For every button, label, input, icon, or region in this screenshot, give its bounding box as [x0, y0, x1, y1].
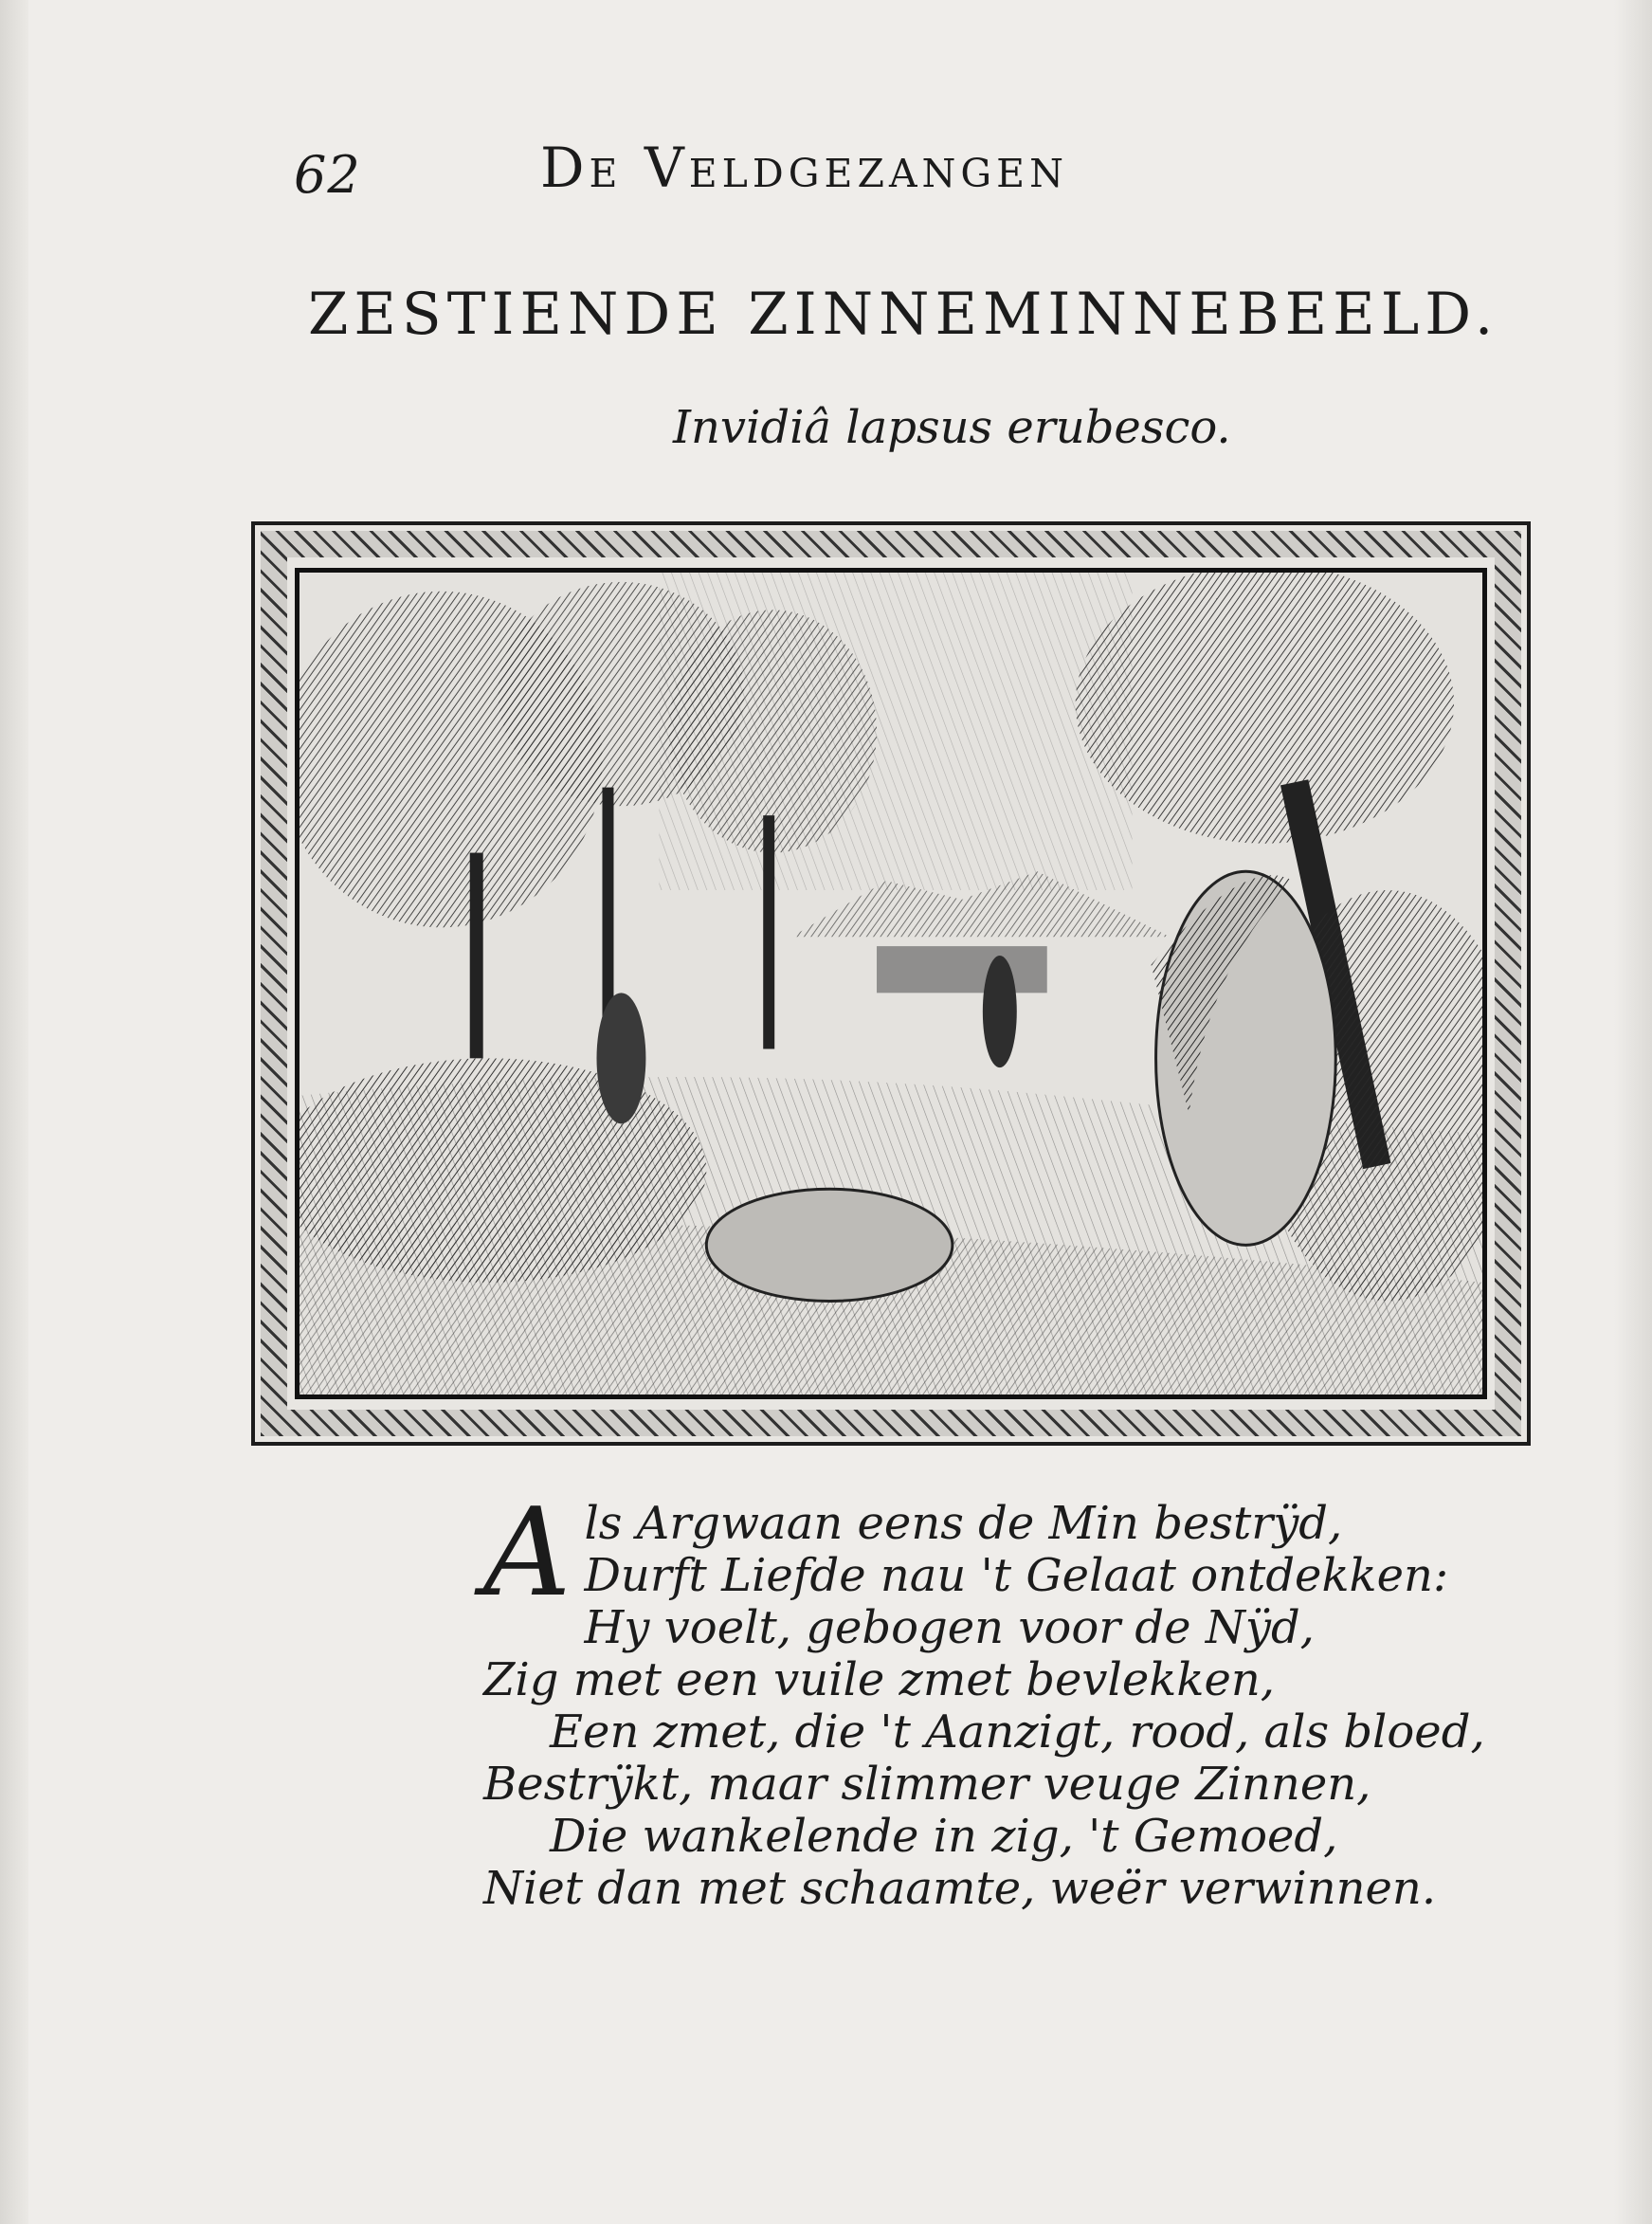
poem-line: Hy voelt, gebogen voor de Nÿd,: [584, 1601, 1315, 1654]
engraving-scene: [295, 568, 1487, 1399]
drop-cap: A: [483, 1483, 572, 1624]
motto: Invidiâ lapsus erubesco.: [673, 401, 1231, 454]
poem: [483, 1483, 1526, 1915]
page-number: 62: [294, 145, 361, 205]
poem-line: Bestrÿkt, maar slimmer veuge Zinnen,: [483, 1758, 1371, 1811]
poem-line: Zig met een vuile zmet bevlekken,: [483, 1653, 1276, 1706]
poem-line: Een zmet, die 't Aanzigt, rood, als bloed,: [550, 1705, 1485, 1759]
poem-line: Durft Liefde nau 't Gelaat ontdekken:: [584, 1549, 1449, 1602]
poem-line: ls Argwaan eens de Min bestrÿd,: [584, 1497, 1343, 1550]
gutter-shadow: [1614, 0, 1652, 2224]
page-header: [284, 128, 1289, 205]
engraving-illustration: [251, 521, 1531, 1446]
poem-line: Die wankelende in zig, 't Gemoed,: [550, 1810, 1338, 1863]
landscape-engraving: [300, 573, 1482, 1395]
section-title: ZESTIENDE ZINNEMINNEBEELD.: [308, 281, 1499, 348]
running-title: De Veldgezangen: [540, 136, 1068, 200]
page-edge: [0, 0, 28, 2224]
poem-line: Niet dan met schaamte, weër verwinnen.: [483, 1862, 1437, 1915]
